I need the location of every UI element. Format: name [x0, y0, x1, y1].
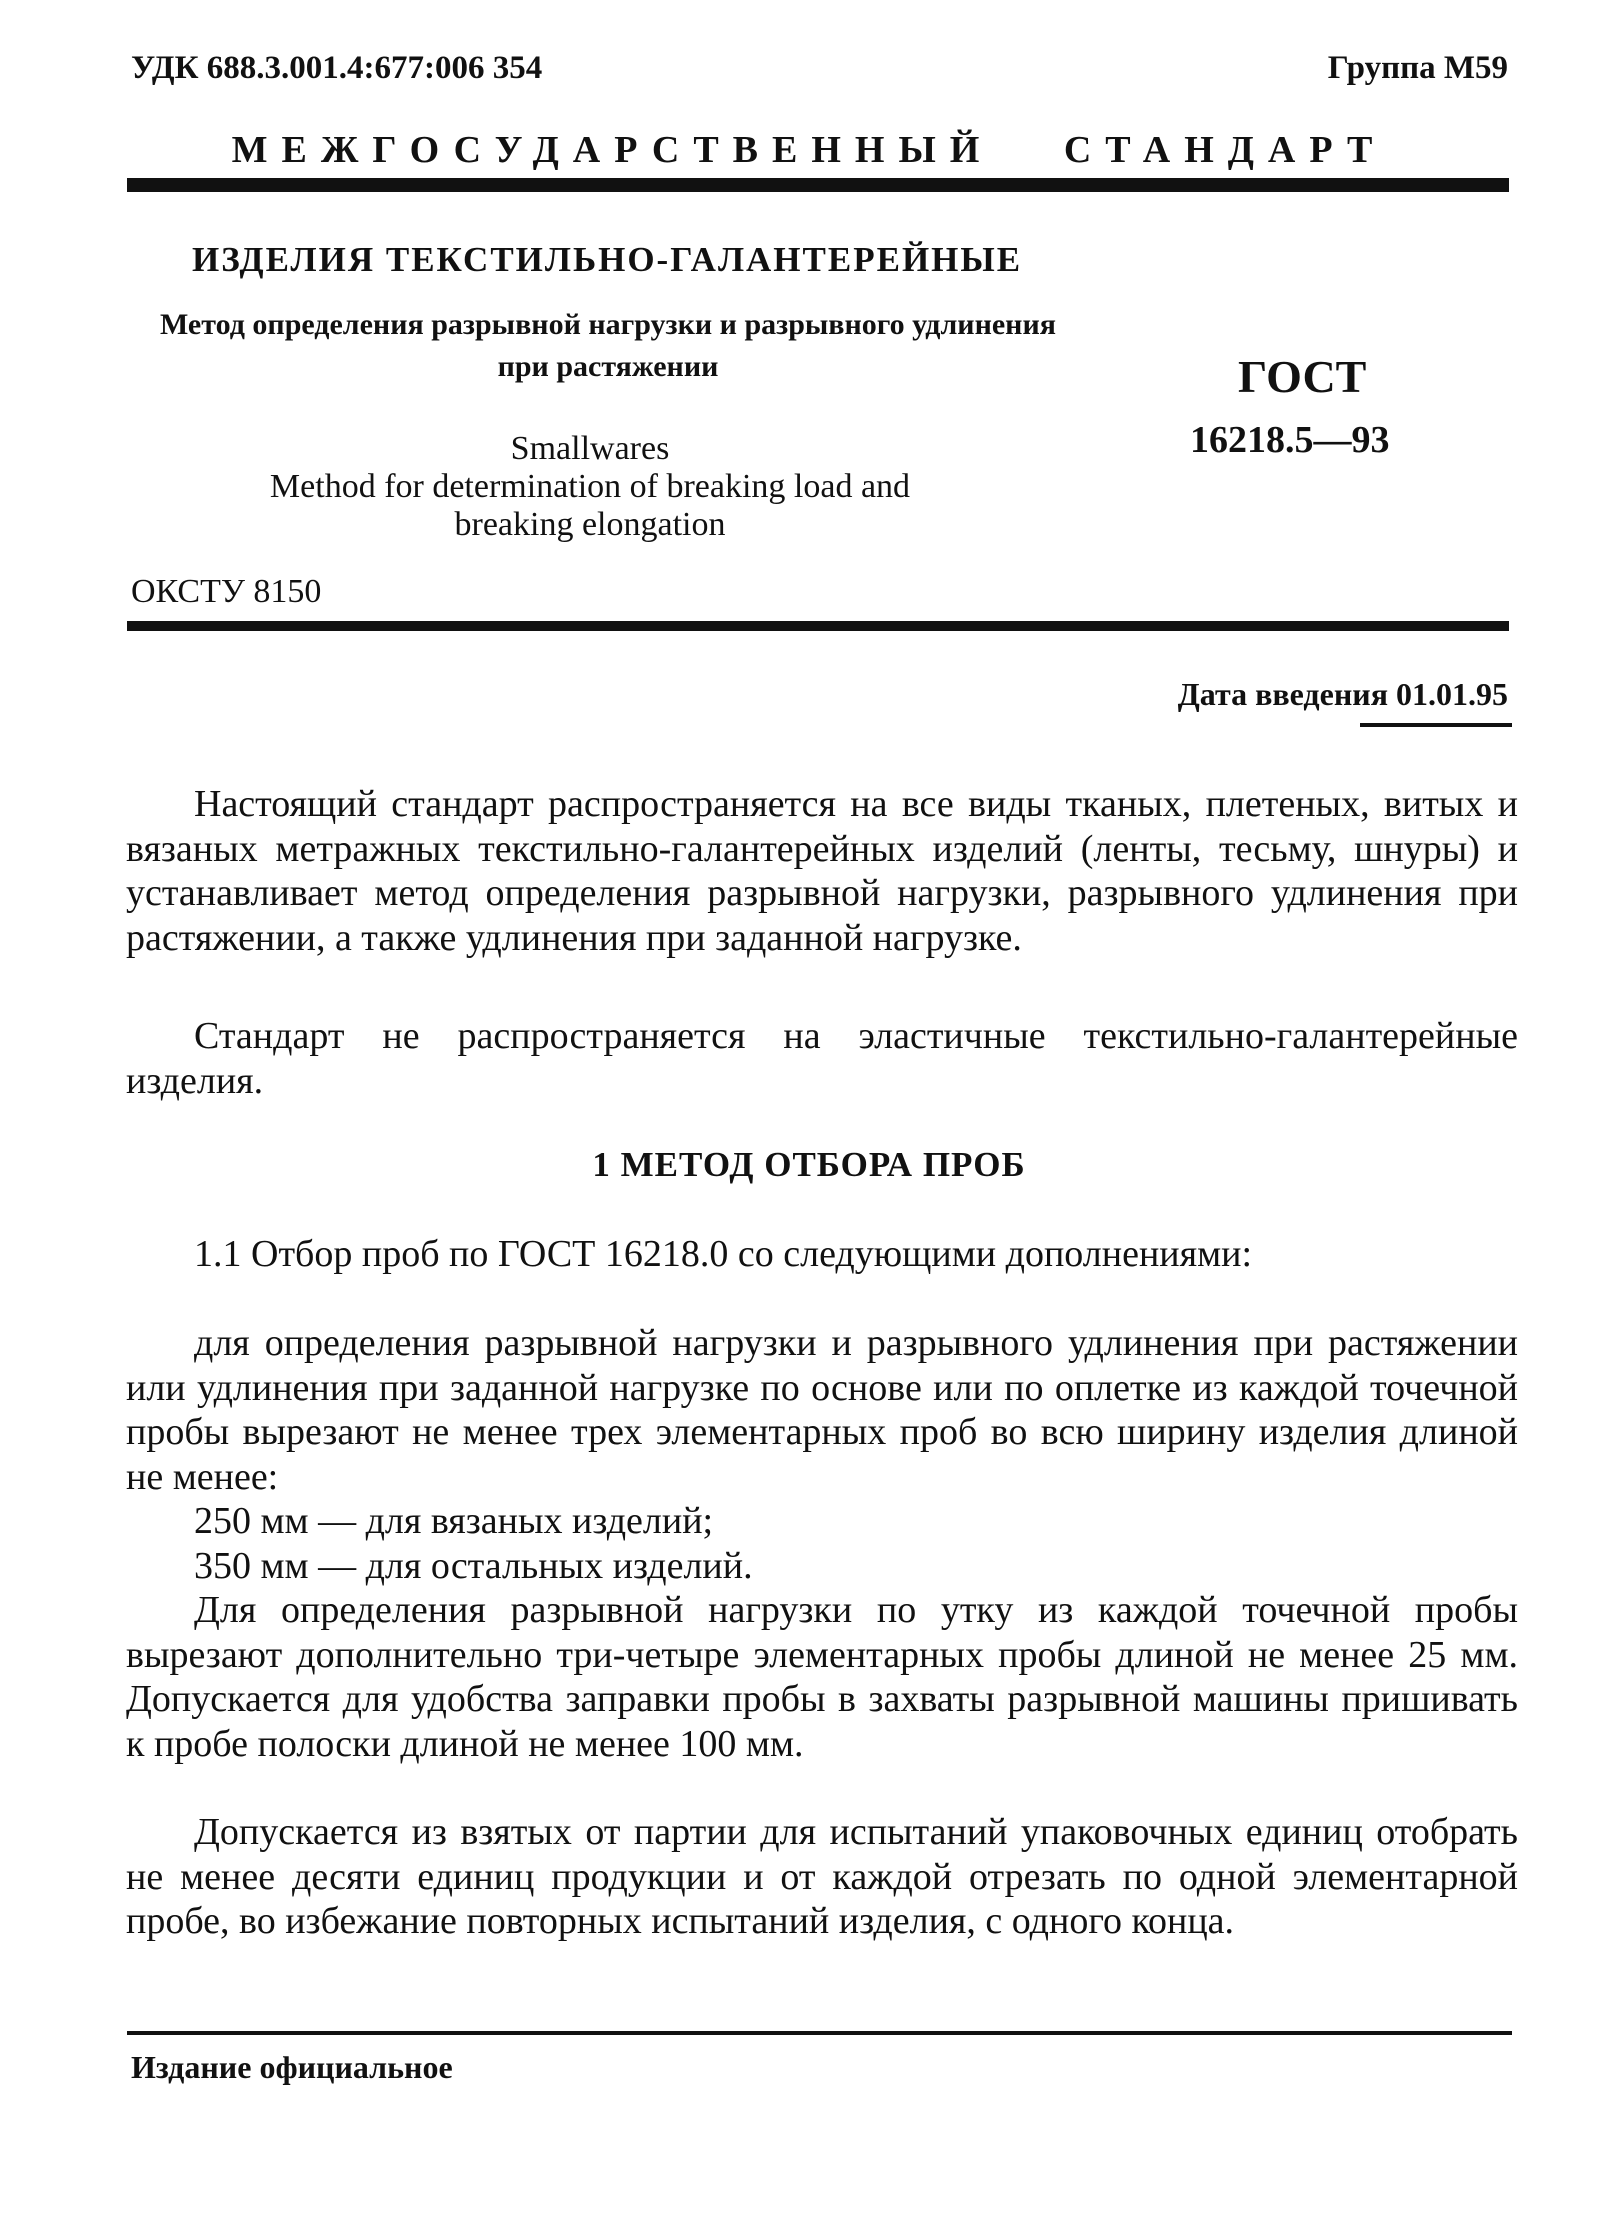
scope-paragraph-2 — [126, 1014, 1518, 1103]
okstu-code: ОКСТУ 8150 — [131, 573, 322, 610]
title-block-rule — [127, 621, 1509, 631]
gost-number: 16218.5—93 — [1190, 419, 1390, 461]
footer-rule — [127, 2031, 1512, 2035]
edition-note: Издание официальное — [131, 2049, 453, 2085]
scope-text-2: Стандарт не распространяется на эластичные текстильно-галантерейные изделия. — [126, 1015, 1518, 1102]
english-title: Smallwares — [510, 430, 670, 467]
header-rule — [127, 178, 1509, 192]
method-subtitle: Метод определения разрывной нагрузки и разрывного удлинения при растяжении — [160, 308, 1056, 383]
list-item: 250 мм — для вязаных изделий; — [194, 1500, 714, 1542]
clause-1-1 — [126, 1232, 1518, 1277]
clause-1-1-a — [126, 1321, 1518, 1499]
scope-text-1: Настоящий стандарт распространяется на все виды тканых, плетеных, витых и вязаных метражных текстильно-галантерейных изделий (ленты, тесьму, шнуры) и устанавливает метод определения разрывной нагрузки, разрывного удлинения при растяжении, а также удлинения при заданной нагрузке. — [126, 783, 1518, 959]
clause-1-1-b-text: Для определения разрывной нагрузки по утку из каждой точечной пробы вырезают дополнительно три-четыре элементарных пробы длиной не менее 25 мм. Допускается для удобства заправки пробы в захваты разрывной машины пришивать к пробе полоски длиной не менее 100 мм. — [126, 1589, 1518, 1765]
clause-1-1-c — [126, 1810, 1518, 1944]
group-code: Группа М59 — [1327, 50, 1508, 86]
english-subtitle: Method for determination of breaking load and breaking elongation — [269, 468, 911, 543]
product-title: ИЗДЕЛИЯ ТЕКСТИЛЬНО-ГАЛАНТЕРЕЙНЫЕ — [192, 240, 1023, 279]
effective-date-underline — [1360, 723, 1512, 727]
gost-label: ГОСТ — [1238, 351, 1367, 402]
clause-1-1-b — [126, 1588, 1518, 1766]
english-title-block — [240, 430, 940, 544]
clause-1-1-text: 1.1 Отбор проб по ГОСТ 16218.0 со следующими дополнениями: — [194, 1233, 1253, 1275]
standard-type-heading: МЕЖГОСУДАРСТВЕННЫЙ СТАНДАРТ — [231, 129, 1387, 171]
effective-date: Дата введения 01.01.95 — [1177, 676, 1508, 712]
udk-code: УДК 688.3.001.4:677:006 354 — [131, 50, 543, 86]
clause-1-1-c-text: Допускается из взятых от партии для испытаний упаковочных единиц отобрать не менее десяти единиц продукции и от каждой отрезать по одной элементарной пробе, во избежание повторных испытаний изделия, с одного конца. — [126, 1811, 1518, 1942]
clause-1-1-a-text: для определения разрывной нагрузки и разрывного удлинения при растяжении или удлинения при заданной нагрузке по основе или по оплетке из каждой точечной пробы вырезают не менее трех элементарных проб во всю ширину изделия длиной не менее: — [126, 1322, 1518, 1498]
scope-paragraph-1 — [126, 782, 1518, 960]
section-heading-1: 1 МЕТОД ОТБОРА ПРОБ — [592, 1145, 1026, 1184]
list-item: 350 мм — для остальных изделий. — [194, 1545, 753, 1587]
